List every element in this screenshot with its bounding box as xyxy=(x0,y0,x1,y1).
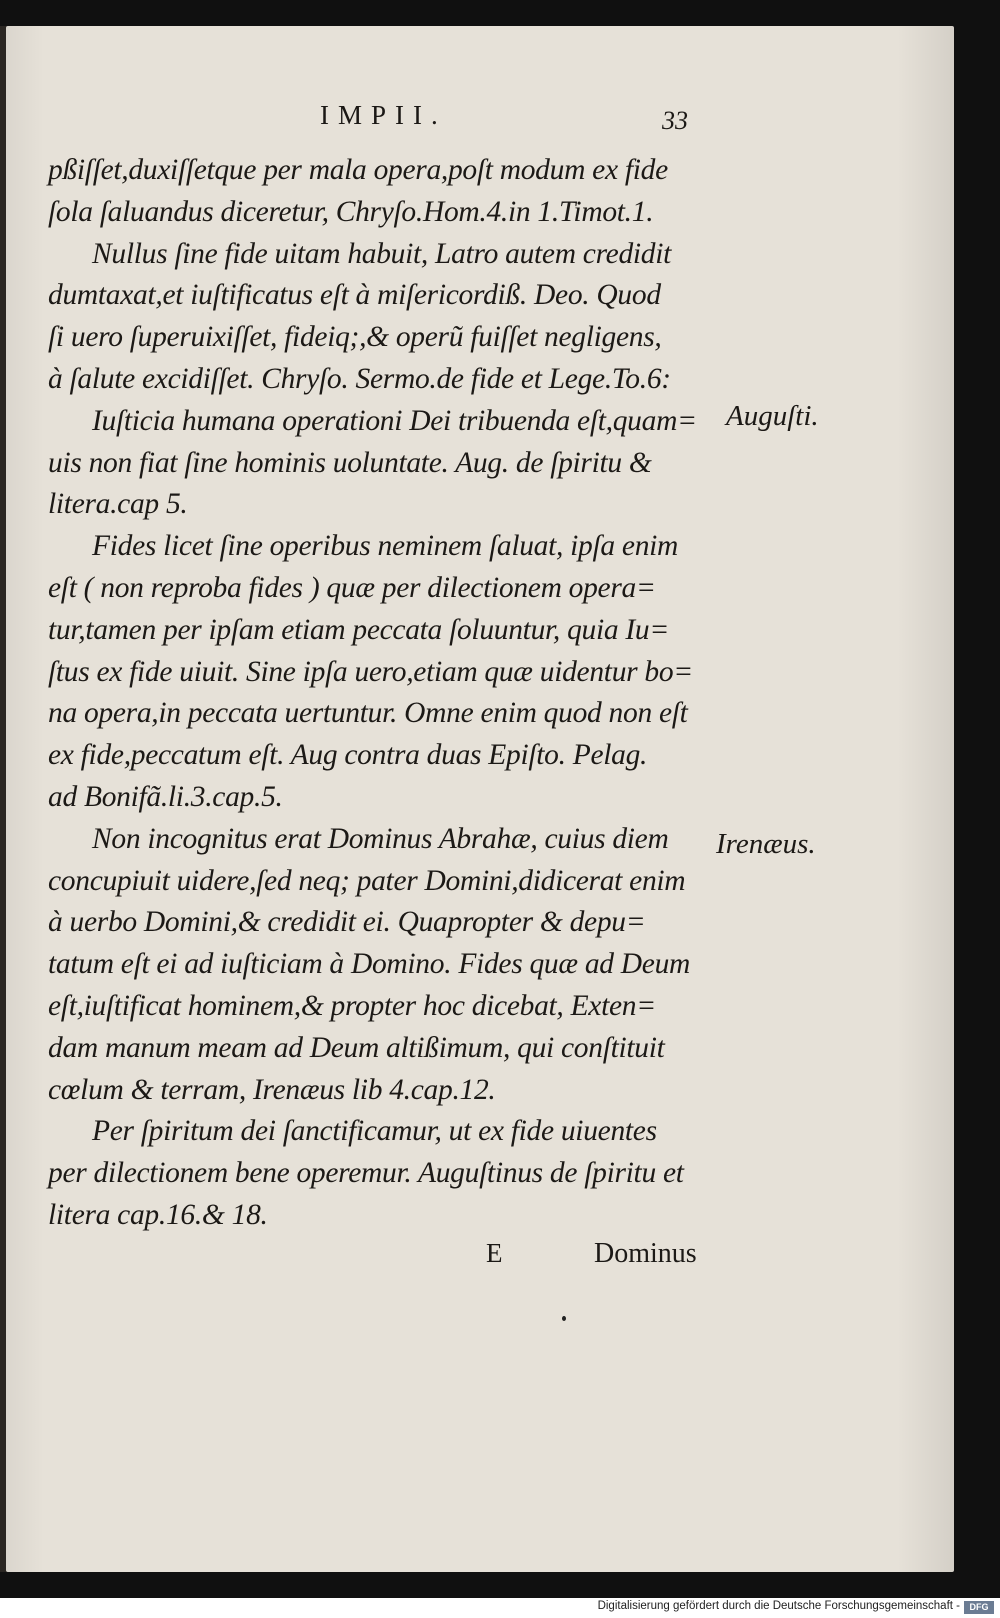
text-line: cœlum & terram, Irenæus lib 4.cap.12. xyxy=(48,1073,496,1106)
text-line: eſt ( non reproba fides ) quæ per dilectionem opera= xyxy=(48,571,656,604)
text-line: eſt,iuſtificat hominem,& propter hoc dicebat, Exten= xyxy=(48,989,656,1022)
text-line: tatum eſt ei ad iuſticiam à Domino. Fides quæ ad Deum xyxy=(48,948,691,981)
page-number: 33 xyxy=(662,106,688,135)
catchword: Dominus xyxy=(594,1238,697,1269)
margin-note-augustinus: Auguſti. xyxy=(726,400,819,432)
text-line: na opera,in peccata uertuntur. Omne enim quod non eſt xyxy=(48,697,688,730)
text-line: ex fide,peccatum eſt. Aug contra duas Epiſto. Pelag. xyxy=(48,739,648,772)
body-text xyxy=(48,150,718,1237)
text-line: pßiſſet,duxiſſetque per mala opera,poſt modum ex fide xyxy=(48,154,668,186)
text-line: dumtaxat,et iuſtificatus eſt à miſericordiß. Deo. Quod xyxy=(48,279,661,312)
text-line: ſi uero ſuperuixiſſet, fideiq;,& operũ fuiſſet negligens, xyxy=(48,321,662,354)
running-title: IMPII. xyxy=(320,100,447,130)
text-line: Fides licet ſine operibus neminem ſaluat, ipſa enim xyxy=(92,530,679,563)
text-line: ſola ſaluandus diceretur, Chryſo.Hom.4.in 1.Timot.1. xyxy=(48,195,654,228)
text-line: litera.cap 5. xyxy=(48,488,188,521)
text-line: per dilectionem bene operemur. Auguſtinus de ſpiritu et xyxy=(48,1157,684,1190)
dfg-logo: DFG xyxy=(964,1601,994,1614)
text-line: à uerbo Domini,& credidit ei. Quapropter & depu= xyxy=(48,906,646,939)
text-line: tur,tamen per ipſam etiam peccata ſoluuntur, quia Iu= xyxy=(48,613,669,646)
digitization-footer xyxy=(0,1598,1000,1618)
text-line: Nullus ſine fide uitam habuit, Latro autem credidit xyxy=(92,237,672,270)
margin-note-irenaeus: Irenæus. xyxy=(716,828,816,860)
text-line: Non incognitus erat Dominus Abrahæ, cuius diem xyxy=(92,822,669,855)
text-line: litera cap.16.& 18. xyxy=(48,1198,268,1231)
text-line: ſtus ex fide uiuit. Sine ipſa uero,etiam quæ uidentur bo= xyxy=(48,655,693,688)
text-line: Iuſticia humana operationi Dei tribuenda eſt,quam= xyxy=(92,404,697,437)
text-line: à ſalute excidiſſet. Chryſo. Sermo.de fide et Lege.To.6: xyxy=(48,362,671,395)
signature-mark: E xyxy=(486,1238,503,1268)
text-line: concupiuit uidere,ſed neq; pater Domini,didicerat enim xyxy=(48,864,686,897)
text-line: uis non fiat ſine hominis uoluntate. Aug. de ſpiritu & xyxy=(48,446,652,479)
text-line: Per ſpiritum dei ſanctificamur, ut ex fide uiuentes xyxy=(92,1115,657,1148)
text-line: ad Bonifã.li.3.cap.5. xyxy=(48,780,283,813)
digitization-credit: Digitalisierung gefördert durch die Deutsche Forschungsgemeinschaft - xyxy=(597,1600,960,1612)
text-line: dam manum meam ad Deum altißimum, qui conſtituit xyxy=(48,1031,665,1064)
ink-speck xyxy=(562,1316,566,1321)
